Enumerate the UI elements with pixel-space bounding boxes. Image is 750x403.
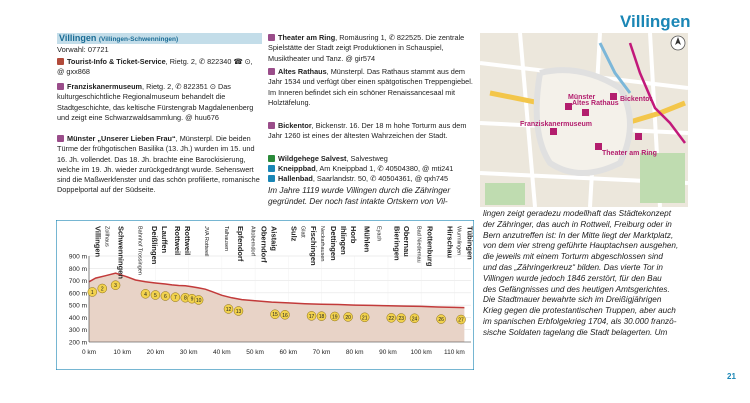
right-entry — [268, 121, 474, 142]
marker-label: 9 — [190, 296, 194, 303]
marker-label: 16 — [282, 312, 288, 319]
place-label: Zollhaus — [103, 226, 110, 247]
place-label: Deißlingen — [149, 226, 159, 265]
place-label: Altoberndorf — [249, 226, 256, 256]
right-entry — [268, 154, 474, 164]
page-number: 21 — [727, 372, 736, 381]
x-tick-label: 50 km — [246, 349, 264, 356]
place-label: Talhausen — [222, 226, 229, 252]
y-tick-label: 800 m — [68, 265, 87, 273]
entry-name: Franziskanermuseum — [67, 82, 143, 91]
poi-icon — [57, 83, 64, 90]
y-tick-label: 200 m — [68, 339, 87, 347]
x-tick-label: 70 km — [312, 349, 331, 356]
entry-name: Wildgehege Salvest — [278, 154, 347, 163]
marker-label: 18 — [318, 314, 325, 321]
map-park — [640, 153, 685, 203]
poi-icon — [268, 34, 275, 41]
poi-icon — [268, 155, 275, 162]
place-label: Lauffen — [159, 226, 169, 254]
poi-icon — [268, 68, 275, 75]
section-name: Villingen — [59, 33, 97, 43]
right-entry — [268, 164, 474, 174]
left-entry — [57, 134, 262, 196]
entry-text: , Salvestweg — [346, 154, 388, 163]
elevation-profile — [56, 220, 474, 370]
place-label: Wurmlingen — [455, 226, 462, 256]
place-label: Eyach — [375, 226, 382, 242]
entry-text: , Rietg. 2, ✆ 822351 ⊙ Das kulturgeschichtliche Regionalmuseum behandelt die Stadtgeschichte, das keltische Fürstengrab Magdalenenberg und zeigt eine Schwarzwaldsammlung. @ huu676 — [57, 82, 254, 122]
place-label: Tübingen — [465, 226, 474, 260]
poi-icon — [268, 122, 275, 129]
marker-label: 23 — [398, 316, 405, 323]
y-tick-label: 600 m — [68, 290, 87, 298]
right-entry — [268, 174, 474, 184]
marker-label: 8 — [183, 295, 187, 302]
place-label: Aistaig — [269, 226, 279, 252]
y-tick-label: 500 m — [68, 302, 87, 310]
entry-name: Theater am Ring — [278, 33, 336, 42]
x-tick-label: 30 km — [179, 349, 198, 356]
marker-label: 5 — [154, 293, 157, 300]
intro-line: Villingen wurde jedoch 1846 zerstört, für den Bau — [483, 273, 662, 283]
right-entry — [268, 67, 474, 108]
entry-text: , Münsterpl. Das Rathaus stammt aus dem Jahr 1534 und verfügt über einen spätgotischen Treppengiebel. Im Inneren befindet sich ein schöner Renaissancesaal mit Holztäfelung. — [268, 67, 473, 107]
place-label: Schwenningen — [116, 226, 126, 279]
map-park-2 — [485, 183, 525, 205]
place-label: Horb — [349, 226, 359, 244]
marker-label: 6 — [164, 294, 167, 301]
marker-label: 13 — [235, 309, 242, 315]
poi-icon — [57, 58, 64, 65]
place-label: Bieringen — [392, 226, 402, 261]
place-label: Hirschau — [445, 226, 455, 259]
intro-line: Krieg gegen die protestantischen Truppen, aber auch — [483, 306, 676, 316]
right-entry — [268, 33, 474, 64]
intro-line: Die Stadtmauer bewahrte sich im Dreißigjährigen — [483, 295, 662, 305]
x-tick-label: 100 km — [410, 349, 432, 356]
x-tick-label: 60 km — [279, 349, 298, 356]
place-label: Sulz — [289, 226, 299, 242]
left-entry — [57, 57, 262, 78]
marker-label: 26 — [438, 317, 444, 324]
map-label: Münster — [568, 94, 596, 101]
x-tick-label: 0 km — [81, 349, 97, 356]
place-label: JVA Rottweil — [202, 226, 209, 257]
entry-name: Hallenbad — [278, 174, 313, 183]
place-label: Rottweil — [183, 226, 193, 256]
marker-label: 4 — [144, 291, 147, 298]
y-tick-label: 300 m — [68, 327, 87, 335]
poi-icon — [268, 175, 275, 182]
poi-icon — [57, 135, 64, 142]
section-header — [57, 33, 262, 44]
y-tick-label: 400 m — [68, 314, 87, 322]
marker-label: 24 — [411, 316, 418, 323]
entry-text: , Rietg. 2, ✆ 822340 ☎ ⊙, @ gxx868 — [57, 57, 253, 77]
intro-line: des Gefängnisses und des heutigen Amtsgerichtes. — [483, 284, 670, 294]
map-label: Bickentor — [620, 96, 653, 103]
intro-line: Bern anzutreffen ist: In der Mitte liegt der Marktplatz, — [483, 230, 674, 240]
place-label: Fischingen — [309, 226, 319, 266]
map-label: Franziskanermuseum — [520, 121, 592, 128]
marker-label: 27 — [458, 317, 464, 324]
entry-name: Bickentor — [278, 121, 312, 130]
place-label: Villingen — [93, 226, 103, 258]
place-label: Epfendorf — [236, 226, 246, 262]
x-tick-label: 20 km — [146, 349, 165, 356]
marker-label: 22 — [388, 315, 395, 322]
x-tick-label: 80 km — [345, 349, 364, 356]
marker-label: 3 — [114, 283, 117, 290]
page-title: Villingen — [620, 12, 691, 31]
place-label: Mühlen — [362, 226, 372, 253]
poi-icon — [268, 165, 275, 172]
y-tick-label: 700 m — [68, 278, 87, 286]
entry-text: , Bickenstr. 16. Der 18 m hohe Torturm aus dem Jahr 1260 ist eines der ältesten Wahrzeichen der Stadt. — [268, 121, 467, 141]
marker-label: 20 — [345, 314, 351, 321]
place-label: Oberndorf — [259, 226, 269, 263]
marker-label: 2 — [100, 286, 104, 293]
marker-label: 17 — [308, 313, 315, 320]
entry-name: Kneippbad — [278, 164, 316, 173]
x-tick-label: 90 km — [379, 349, 397, 356]
left-entry — [57, 82, 262, 123]
north-arrow — [671, 36, 685, 50]
marker-label: 10 — [195, 297, 202, 304]
intro-line: Im Jahre 1119 wurde Villingen durch die Zähringer — [268, 186, 451, 195]
map-svg — [480, 33, 688, 207]
map-label: Theater am Ring — [602, 150, 657, 157]
intro-line: sische Soldaten tagelang die Stadt belagerten. Um — [483, 327, 668, 337]
entry-text: , Romäusring 1, ✆ 822525. Die zentrale Spielstätte der Stadt zeigt Produktionen in Schauspiel, Musiktheater und Tanz. @ gir574 — [268, 33, 465, 63]
entry-text: , Münsterpl. Die beiden Türme der frühgotischen Basilika (13. Jh.) wurden im 15. und 16. Jh. vollendet. Das 18. Jh. brachte eine Barockisierung, welche im 19. Jh. wieder zurückgedrängt wurde. Sehenswert sind die Maßwerkfenster und das schön profilierte, romanische Doppelportal auf der Südseite. — [57, 134, 260, 195]
intro-line: und das „Zähringerkreuz“ bilden. Das vierte Tor in — [483, 263, 663, 272]
intro-line: der Zähringer, das auch in Rottweil, Freiburg oder in — [483, 219, 672, 229]
y-tick-label: 900 m — [68, 253, 87, 261]
x-tick-label: 10 km — [113, 349, 132, 356]
place-label: Rottenburg — [425, 226, 435, 267]
entry-name: Altes Rathaus — [278, 67, 327, 76]
map-label: Altes Rathaus — [572, 100, 619, 107]
marker-label: 19 — [332, 314, 338, 321]
intro-line: im spanischen Erbfolgekrieg 1704, als 30.000 franzö- — [483, 317, 677, 326]
x-tick-label: 110 km — [443, 349, 465, 356]
entry-text: , Am Kneippbad 1, ✆ 40504380, @ mti241 — [315, 164, 454, 173]
marker-label: 1 — [90, 289, 94, 296]
place-label: Dettingen — [329, 226, 339, 261]
place-label: Bahnhof Trossingen — [136, 226, 143, 275]
x-tick-label: 40 km — [213, 349, 231, 356]
entry-text: , Saarlandstr. 50, ✆ 40504361, @ qxh745 — [312, 174, 449, 183]
marker-label: 7 — [173, 295, 177, 302]
marker-label: 21 — [361, 315, 368, 322]
place-label: Bad Niedernau — [415, 226, 422, 263]
intro-line: die jeweils mit einem Torturm abgeschlossen sind — [483, 252, 663, 262]
marker-label: 15 — [272, 312, 278, 319]
intro-line: gegründet. Der noch fast intakte Ortskern von Vil- — [268, 196, 448, 206]
intro-line: von dem vier streng geführte Hauptachsen ausgehen, — [483, 241, 679, 251]
marker-label: 12 — [225, 306, 232, 313]
section-sub: (Villingen-Schwenningen) — [98, 36, 179, 43]
intro-line: lingen zeigt geradezu modellhaft das Städtekonzept — [483, 209, 671, 218]
place-label: Ihlingen — [339, 226, 349, 255]
vorwahl: Vorwahl: 07721 — [57, 45, 109, 54]
place-label: Neckarhausen — [319, 226, 326, 262]
place-label: Glatt — [299, 226, 306, 238]
entry-name: Münster „Unserer Lieben Frau“ — [67, 134, 176, 143]
entry-name: Tourist-Info & Ticket-Service — [67, 57, 166, 66]
place-label: Obernau — [402, 226, 412, 257]
place-label: Rottweil — [173, 226, 183, 256]
city-map — [480, 33, 688, 207]
